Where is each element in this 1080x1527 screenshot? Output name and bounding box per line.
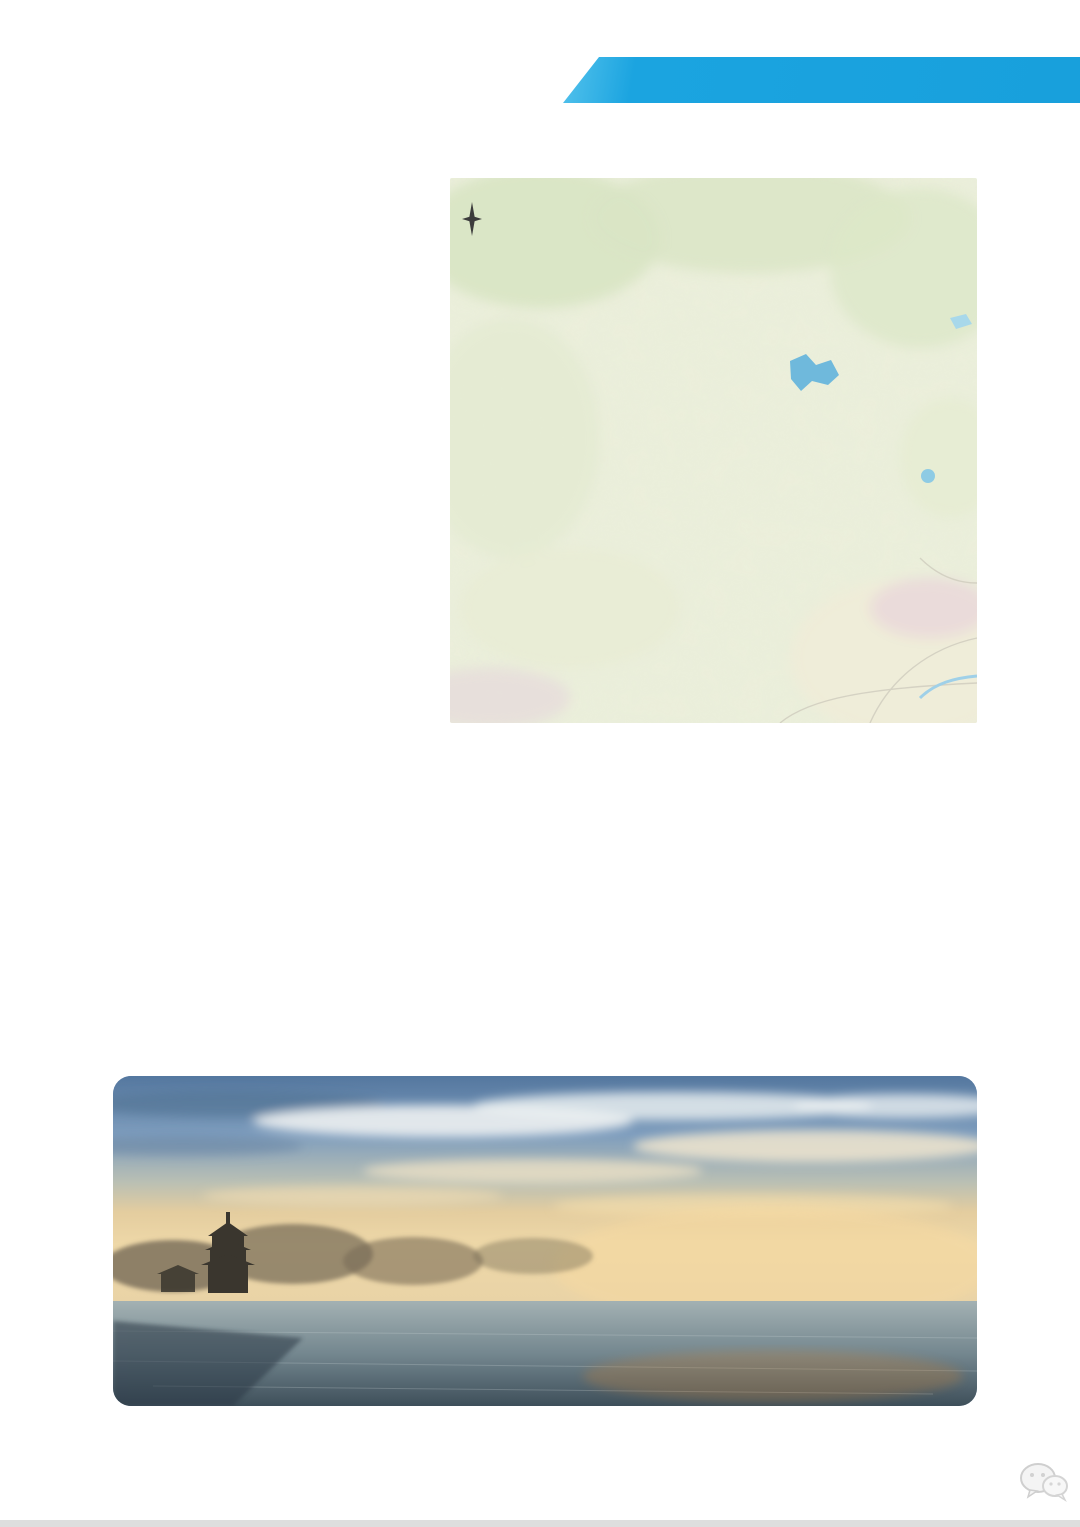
map-figure xyxy=(450,178,977,723)
chapter-banner xyxy=(563,57,1080,103)
page-bottom-edge xyxy=(0,1520,1080,1527)
watermark xyxy=(1018,1461,1078,1503)
wechat-icon xyxy=(1018,1461,1070,1503)
summer-palace-photo xyxy=(113,1076,977,1406)
winter-bridge-illustration xyxy=(113,1076,977,1406)
beijing-sensor-map xyxy=(450,178,977,723)
